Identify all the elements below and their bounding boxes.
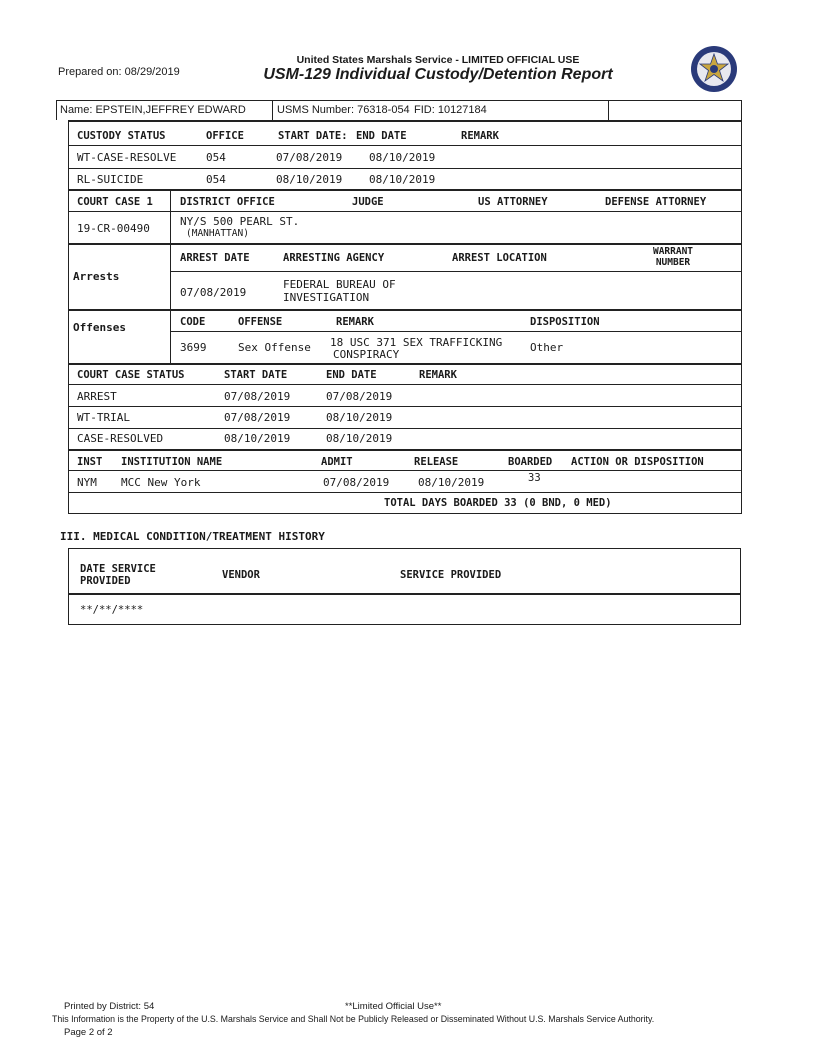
custody-header-office: OFFICE: [206, 130, 244, 142]
service-provided-header: SERVICE PROVIDED: [400, 569, 502, 581]
offense-remark-header: REMARK: [336, 316, 374, 328]
prepared-on: Prepared on: 08/29/2019: [58, 66, 180, 78]
defense-attorney-header: DEFENSE ATTORNEY: [605, 196, 707, 208]
arresting-agency-line1: FEDERAL BUREAU OF: [283, 278, 396, 291]
custody-row-end: 08/10/2019: [369, 151, 436, 164]
warrant-header-line1: WARRANT: [652, 246, 694, 257]
arresting-agency-header: ARRESTING AGENCY: [283, 252, 385, 264]
custody-header-status: CUSTODY STATUS: [77, 130, 166, 142]
limited-use-notice: **Limited Official Use**: [345, 1001, 442, 1012]
offenses-label: Offenses: [73, 321, 126, 334]
warrant-header-line2: NUMBER: [655, 257, 691, 268]
ccs-row-end: 08/10/2019: [326, 411, 393, 424]
district-office-address: NY/S 500 PEARL ST.: [180, 215, 300, 228]
offense-code-header: CODE: [180, 316, 206, 328]
institution-name-header: INSTITUTION NAME: [121, 456, 223, 468]
district-office-borough: (MANHATTAN): [186, 228, 249, 239]
custody-row-end: 08/10/2019: [369, 173, 436, 186]
ccs-header-start: START DATE: [224, 369, 288, 381]
ccs-row-start: 07/08/2019: [224, 390, 291, 403]
court-case-header: COURT CASE 1: [77, 196, 153, 208]
date-service-header-line2: PROVIDED: [80, 575, 131, 587]
ccs-row-start: 07/08/2019: [224, 411, 291, 424]
offense-code: 3699: [180, 341, 207, 354]
total-days-boarded: TOTAL DAYS BOARDED 33 (0 BND, 0 MED): [384, 497, 612, 509]
medical-section-title: III. MEDICAL CONDITION/TREATMENT HISTORY: [60, 530, 325, 543]
arrest-date: 07/08/2019: [180, 286, 247, 299]
institution-name: MCC New York: [121, 476, 201, 489]
custody-row-status: RL-SUICIDE: [77, 173, 144, 186]
offense-type: Sex Offense: [238, 341, 311, 354]
custody-row-start: 08/10/2019: [276, 173, 343, 186]
custody-row-start: 07/08/2019: [276, 151, 343, 164]
arrest-location-header: ARREST LOCATION: [452, 252, 547, 264]
ccs-header-status: COURT CASE STATUS: [77, 369, 185, 381]
date-service-header-line1: DATE SERVICE: [80, 563, 156, 575]
ccs-row-status: ARREST: [77, 390, 117, 403]
custody-row-office: 054: [206, 151, 226, 164]
vendor-header: VENDOR: [222, 569, 260, 581]
arrest-date-header: ARREST DATE: [180, 252, 250, 264]
custody-row-office: 054: [206, 173, 226, 186]
inst-header: INST: [77, 456, 103, 468]
arresting-agency-line2: INVESTIGATION: [283, 291, 370, 304]
ccs-row-end: 08/10/2019: [326, 432, 393, 445]
inmate-name: Name: EPSTEIN,JEFFREY EDWARD: [60, 104, 246, 116]
ccs-row-status: WT-TRIAL: [77, 411, 130, 424]
offense-disposition: Other: [530, 341, 564, 354]
medical-row-date: **/**/****: [80, 604, 144, 616]
ccs-row-start: 08/10/2019: [224, 432, 291, 445]
offense-remark-line2: CONSPIRACY: [333, 348, 400, 361]
custody-header-end: END DATE: [356, 130, 407, 142]
agency-line: United States Marshals Service - LIMITED OFFICIAL USE: [296, 54, 580, 66]
fid-number: FID: 10127184: [414, 104, 487, 116]
property-notice: This Information is the Property of the U.S. Marshals Service and Shall Not be Publicly Released or Disseminated Without U.S. Marshals Service Authority.: [52, 1014, 655, 1024]
district-office-header: DISTRICT OFFICE: [180, 196, 275, 208]
admit-date: 07/08/2019: [323, 476, 390, 489]
boarded-header: BOARDED: [508, 456, 553, 468]
inst-code: NYM: [77, 476, 97, 489]
admit-header: ADMIT: [321, 456, 353, 468]
release-header: RELEASE: [414, 456, 459, 468]
ccs-header-remark: REMARK: [419, 369, 457, 381]
ccs-header-end: END DATE: [326, 369, 377, 381]
release-date: 08/10/2019: [418, 476, 485, 489]
report-title: USM-129 Individual Custody/Detention Report: [263, 66, 613, 83]
ccs-row-status: CASE-RESOLVED: [77, 432, 164, 445]
ccs-row-end: 07/08/2019: [326, 390, 393, 403]
custody-header-start: START DATE:: [278, 130, 348, 142]
custody-header-remark: REMARK: [461, 130, 499, 142]
boarded-days: 33: [528, 472, 541, 484]
usms-number: USMS Number: 76318-054: [277, 104, 410, 116]
case-number: 19-CR-00490: [77, 222, 150, 235]
judge-header: JUDGE: [352, 196, 384, 208]
offense-remark-line1: 18 USC 371 SEX TRAFFICKING: [330, 336, 503, 349]
action-disposition-header: ACTION OR DISPOSITION: [571, 456, 704, 468]
page-number: Page 2 of 2: [64, 1027, 113, 1038]
printed-by-district: Printed by District: 54: [64, 1001, 155, 1012]
custody-row-status: WT-CASE-RESOLVE: [77, 151, 177, 164]
offense-header: OFFENSE: [238, 316, 283, 328]
usms-seal-logo: [690, 45, 738, 93]
disposition-header: DISPOSITION: [530, 316, 600, 328]
arrests-label: Arrests: [73, 270, 120, 283]
us-attorney-header: US ATTORNEY: [478, 196, 548, 208]
